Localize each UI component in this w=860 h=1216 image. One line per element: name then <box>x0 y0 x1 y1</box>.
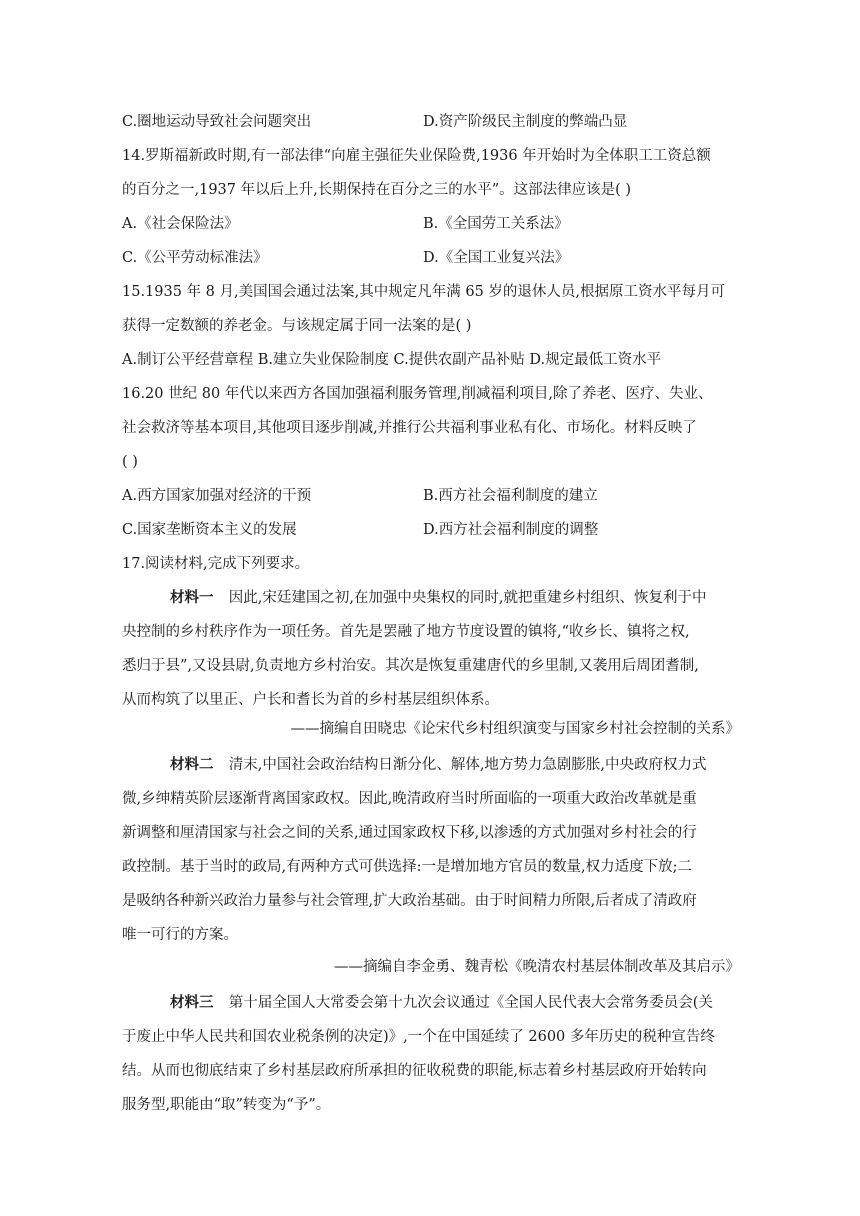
material-3-line-4: 服务型,职能由“取”转变为“予”。 <box>122 1097 331 1113</box>
q14-option-b: B.《全国劳工关系法》 <box>423 216 569 232</box>
q16-stem-line-1: 16.20 世纪 80 年代以来西方各国加强福利服务管理,削减福利项目,除了养老、医疗、失业、 <box>122 386 713 402</box>
material-1-line-3: 悉归于县”,又设县尉,负责地方乡村治安。其次是恢复重建唐代的乡里制,又袭用后周团耆制, <box>122 658 699 674</box>
material-2-label: 材料二 <box>170 756 214 773</box>
material-2-line-4: 政控制。基于当时的政局,有两种方式可供选择:一是增加地方官员的数量,权力适度下放;二 <box>122 859 692 875</box>
q13-option-d: D.资产阶级民主制度的弊端凸显 <box>423 114 628 130</box>
q16-option-d: D.西方社会福利制度的调整 <box>423 522 599 538</box>
material-3-line-3: 结。从而也彻底结束了乡村基层政府所承担的征收税费的职能,标志着乡村基层政府开始转向 <box>122 1063 707 1079</box>
material-2-line-5: 是吸纳各种新兴政治力量参与社会管理,扩大政治基础。由于时间精力所限,后者成了清政府 <box>122 893 697 909</box>
material-3-line-1 <box>170 993 713 1013</box>
q15-stem-line-1: 15.1935 年 8 月,美国国会通过法案,其中规定凡年满 65 岁的退休人员,根据原工资水平每月可 <box>122 284 726 300</box>
q17-stem: 17.阅读材料,完成下列要求。 <box>122 556 310 572</box>
q16-stem-line-3: ( ) <box>122 454 138 470</box>
material-2-source: ——摘编自李金勇、魏青松《晚清农村基层体制改革及其启示》 <box>334 959 740 975</box>
material-3-label: 材料三 <box>170 994 214 1011</box>
q14-stem-line-2: 的百分之一,1937 年以后上升,长期保持在百分之三的水平”。这部法律应该是( ) <box>122 182 632 198</box>
q14-option-d: D.《全国工业复兴法》 <box>423 250 570 266</box>
q16-option-b: B.西方社会福利制度的建立 <box>423 488 598 504</box>
q16-stem-line-2: 社会救济等基本项目,其他项目逐步削减,并推行公共福利事业私有化、市场化。材料反映了 <box>122 420 697 436</box>
q13-option-c: C.圈地运动导致社会问题突出 <box>122 114 312 130</box>
q15-stem-line-2: 获得一定数额的养老金。与该规定属于同一法案的是( ) <box>122 318 472 334</box>
material-1-source: ——摘编自田晓忠《论宋代乡村组织演变与国家乡村社会控制的关系》 <box>290 721 740 737</box>
material-2-line-1 <box>170 755 707 775</box>
material-2-line-2: 微,乡绅精英阶层逐渐背离国家政权。因此,晚清政府当时所面临的一项重大政治改革就是重 <box>122 791 697 807</box>
q14-option-c: C.《公平劳动标准法》 <box>122 250 268 266</box>
material-2-line-3: 新调整和厘清国家与社会之间的关系,通过国家政权下移,以渗透的方式加强对乡村社会的行 <box>122 825 697 841</box>
q15-options: A.制订公平经营章程 B.建立失业保险制度 C.提供农副产品补贴 D.规定最低工资水平 <box>122 352 662 368</box>
material-1-label: 材料一 <box>170 589 214 606</box>
q14-option-a: A.《社会保险法》 <box>122 216 239 232</box>
material-1-line-2: 央控制的乡村秩序作为一项任务。首先是罢融了地方节度设置的镇将,“收乡长、镇将之权, <box>122 624 690 640</box>
material-1-line-4: 从而构筑了以里正、户长和耆长为首的乡村基层组织体系。 <box>122 692 499 708</box>
q16-option-c: C.国家垄断资本主义的发展 <box>122 522 297 538</box>
material-1-line-1 <box>170 588 707 608</box>
q14-stem-line-1: 14.罗斯福新政时期,有一部法律“向雇主强征失业保险费,1936 年开始时为全体职工工资总额 <box>122 148 711 164</box>
material-2-text-1: 清末,中国社会政治结构日渐分化、解体,地方势力急剧膨胀,中央政府权力式 <box>228 757 707 773</box>
material-1-text-1: 因此,宋廷建国之初,在加强中央集权的同时,就把重建乡村组织、恢复利于中 <box>228 590 707 606</box>
material-3-line-2: 于废止中华人民共和国农业税条例的决定)》,一个在中国延续了 2600 多年历史的税种宣告终 <box>122 1029 715 1045</box>
q16-option-a: A.西方国家加强对经济的干预 <box>122 488 312 504</box>
material-3-text-1: 第十届全国人大常委会第十九次会议通过《全国人民代表大会常务委员会(关 <box>228 995 713 1011</box>
material-2-line-6: 唯一可行的方案。 <box>122 927 238 943</box>
